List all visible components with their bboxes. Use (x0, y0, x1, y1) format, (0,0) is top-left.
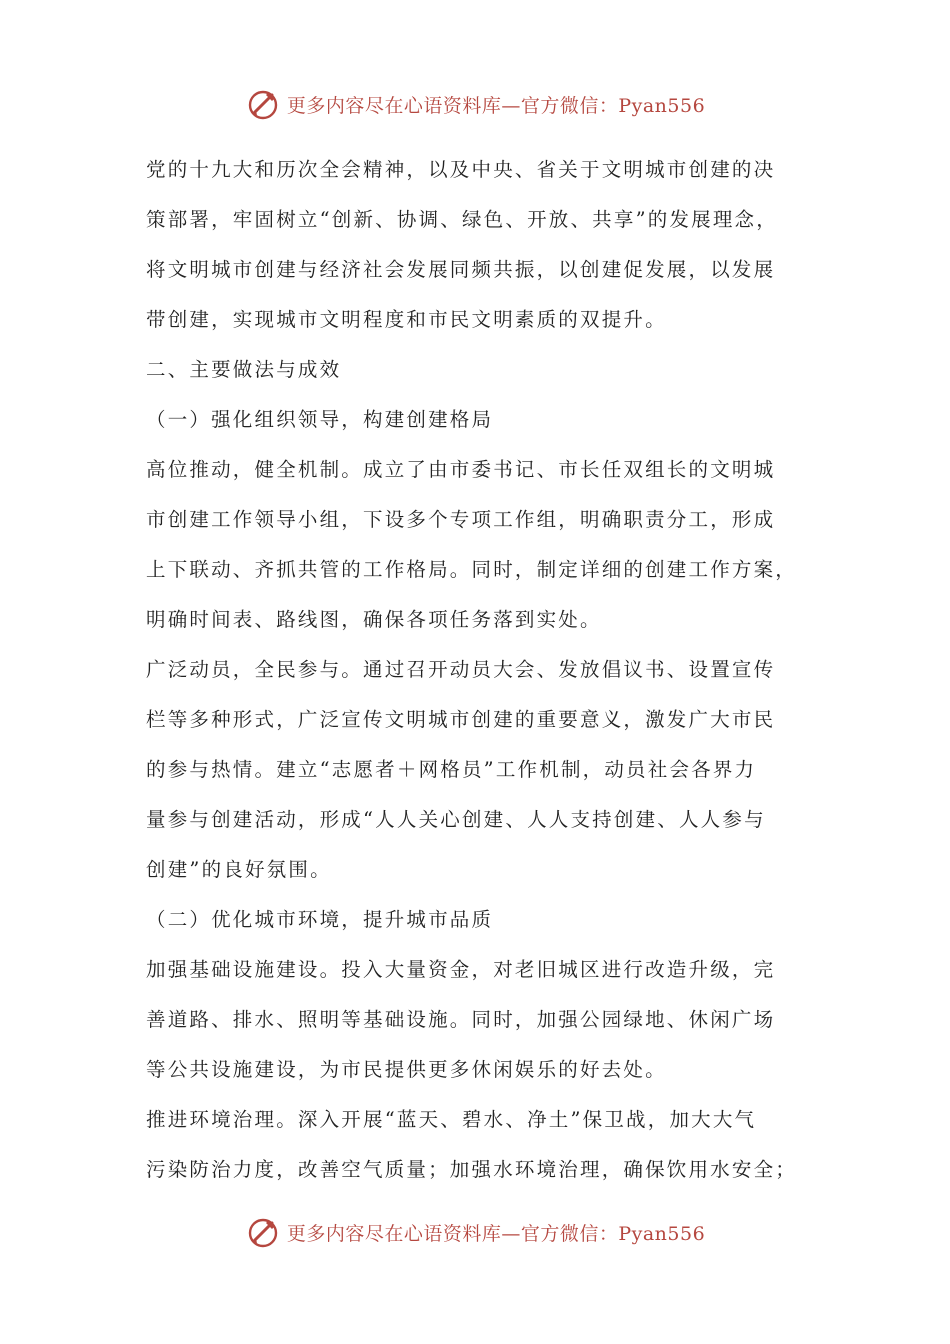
body-line: 市创建工作领导小组，下设多个专项工作组，明确职责分工，形成 (146, 508, 776, 531)
body-line: 上下联动、齐抓共管的工作格局。同时，制定详细的创建工作方案， (146, 558, 798, 581)
body-line: 将文明城市创建与经济社会发展同频共振，以创建促发展，以发展 (146, 258, 776, 281)
body-line: 高位推动，健全机制。成立了由市委书记、市长任双组长的文明城 (146, 458, 776, 481)
footer-watermark (0, 1212, 950, 1252)
body-line: 广泛动员，全民参与。通过召开动员大会、发放倡议书、设置宣传 (146, 658, 776, 681)
body-line: 创建”的良好氛围。 (146, 858, 332, 881)
body-line: 明确时间表、路线图，确保各项任务落到实处。 (146, 608, 602, 631)
body-line: 栏等多种形式，广泛宣传文明城市创建的重要意义，激发广大市民 (146, 708, 776, 731)
footer-watermark-inner (245, 1214, 705, 1250)
body-line: 推进环境治理。深入开展“蓝天、碧水、净土”保卫战，加大大气 (146, 1108, 757, 1131)
body-line: 党的十九大和历次全会精神，以及中央、省关于文明城市创建的决 (146, 158, 776, 181)
pen-logo-icon (245, 86, 281, 122)
header-watermark (0, 84, 950, 124)
document-body (146, 145, 826, 1195)
section-heading: 二、主要做法与成效 (146, 358, 342, 381)
body-line: 策部署，牢固树立“创新、协调、绿色、开放、共享”的发展理念， (146, 208, 778, 231)
subsection-heading: （二）优化城市环境，提升城市品质 (146, 908, 494, 931)
body-line: 善道路、排水、照明等基础设施。同时，加强公园绿地、休闲广场 (146, 1008, 776, 1031)
body-line: 加强基础设施建设。投入大量资金，对老旧城区进行改造升级，完 (146, 958, 776, 981)
header-watermark-inner (245, 86, 705, 122)
body-line: 的参与热情。建立“志愿者＋网格员”工作机制，动员社会各界力 (146, 758, 757, 781)
body-line: 量参与创建活动，形成“人人关心创建、人人支持创建、人人参与 (146, 808, 766, 831)
subsection-heading: （一）强化组织领导，构建创建格局 (146, 408, 494, 431)
footer-watermark-text: 更多内容尽在心语资料库—官方微信：Pyan556 (286, 1222, 706, 1245)
body-line: 带创建，实现城市文明程度和市民文明素质的双提升。 (146, 308, 667, 331)
header-watermark-text: 更多内容尽在心语资料库—官方微信：Pyan556 (286, 94, 706, 117)
body-line: 等公共设施建设，为市民提供更多休闲娱乐的好去处。 (146, 1058, 667, 1081)
body-line: 污染防治力度，改善空气质量；加强水环境治理，确保饮用水安全； (146, 1158, 798, 1181)
pen-logo-icon (245, 1214, 281, 1250)
